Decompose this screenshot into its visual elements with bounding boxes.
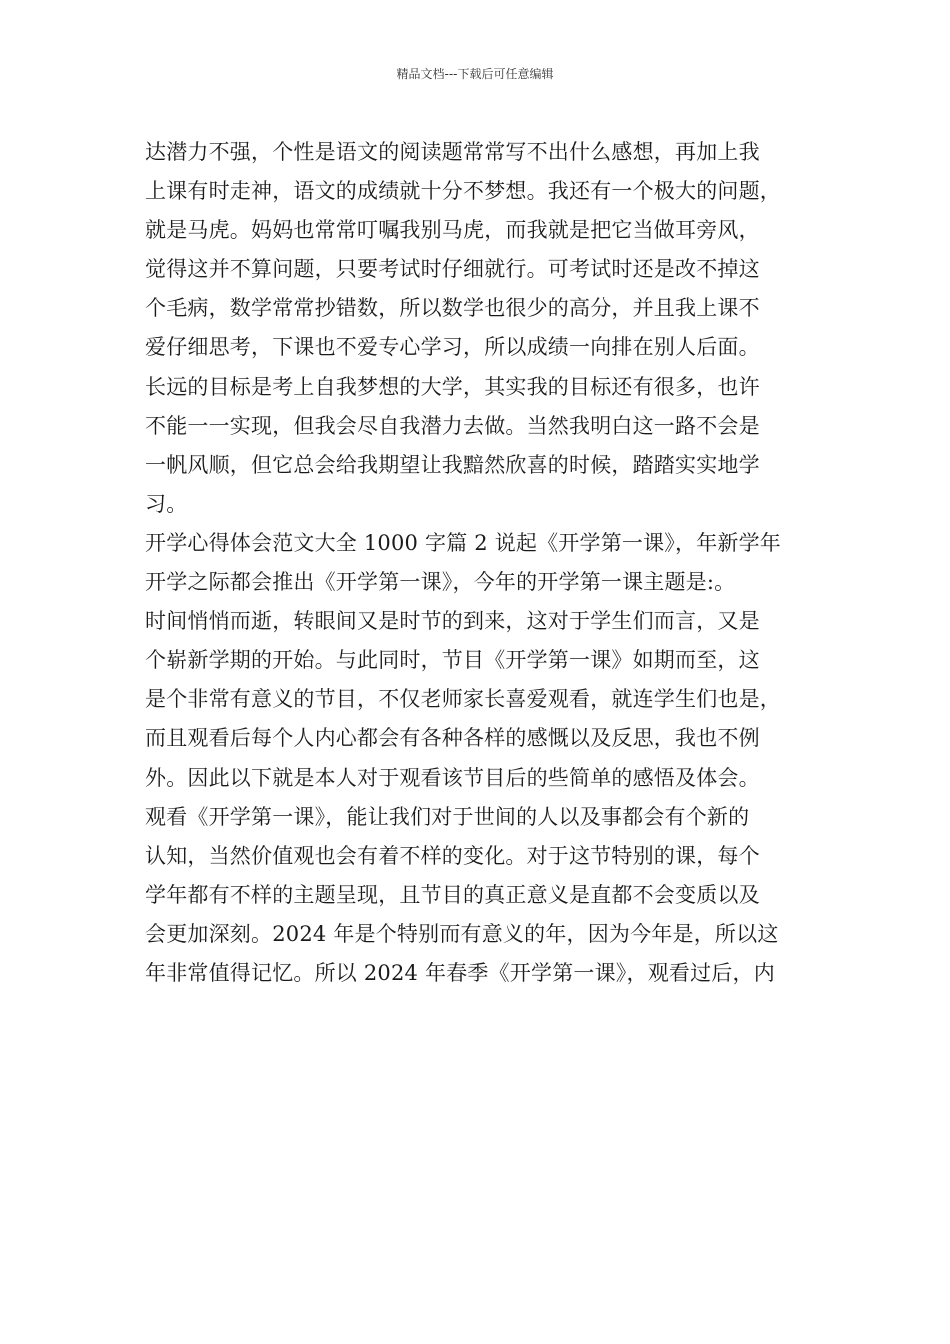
text-line: 认知，当然价值观也会有着不样的变化。对于这节特别的课，每个	[145, 843, 760, 868]
text-line: 不能一一实现，但我会尽自我潜力去做。当然我明白这一路不会是	[145, 413, 760, 438]
text-line: 开学之际都会推出《开学第一课》，今年的开学第一课主题是:。	[145, 570, 736, 595]
text-line: 个崭新学期的开始。与此同时，节目《开学第一课》如期而至，这	[145, 648, 760, 673]
document-body	[145, 133, 810, 993]
text-line: 而且观看后每个人内心都会有各种各样的感慨以及反思，我也不例	[145, 726, 760, 751]
text-line: 上课有时走神，语文的成绩就十分不梦想。我还有一个极大的问题，	[145, 179, 781, 204]
text-line: 学年都有不样的主题呈现，且节目的真正意义是直都不会变质以及	[145, 882, 760, 907]
text-line: 会更加深刻。2024 年是个特别而有意义的年，因为今年是，所以这	[145, 921, 779, 946]
text-line: 达潜力不强，个性是语文的阅读题常常写不出什么感想，再加上我	[145, 140, 760, 164]
text-line: 觉得这并不算问题，只要考试时仔细就行。可考试时还是改不掉这	[145, 257, 760, 282]
text-line: 习。	[145, 491, 188, 516]
text-line: 个毛病，数学常常抄错数，所以数学也很少的高分，并且我上课不	[145, 296, 760, 321]
text-line: 外。因此以下就是本人对于观看该节目后的些简单的感悟及体会。	[145, 765, 760, 790]
text-line: 开学心得体会范文大全 1000 字篇 2 说起《开学第一课》，年新学年	[145, 530, 782, 555]
text-line: 爱仔细思考，下课也不爱专心学习，所以成绩一向排在别人后面。	[145, 335, 760, 360]
text-line: 是个非常有意义的节目，不仅老师家长喜爱观看，就连学生们也是，	[145, 687, 781, 712]
text-line: 时间悄悄而逝，转眼间又是时节的到来，这对于学生们而言，又是	[145, 609, 760, 634]
text-line: 观看《开学第一课》，能让我们对于世间的人以及事都会有个新的	[145, 804, 750, 829]
text-line: 就是马虎。妈妈也常常叮嘱我别马虎，而我就是把它当做耳旁风，	[145, 218, 760, 243]
text-line: 一帆风顺，但它总会给我期望让我黯然欣喜的时候，踏踏实实地学	[145, 452, 760, 477]
page-header: 精品文档---下载后可任意编辑	[396, 67, 554, 81]
text-line: 年非常值得记忆。所以 2024 年春季《开学第一课》，观看过后，内	[145, 960, 775, 985]
text-line: 长远的目标是考上自我梦想的大学，其实我的目标还有很多，也许	[145, 374, 760, 399]
